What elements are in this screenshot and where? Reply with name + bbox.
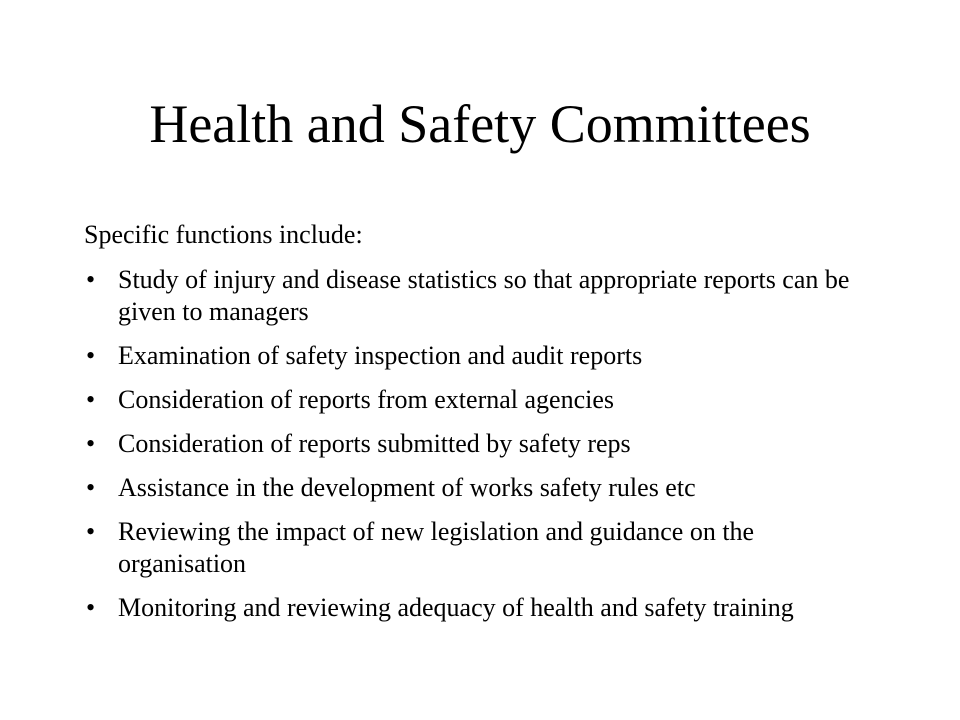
bullet-text: Consideration of reports submitted by safety reps <box>118 429 631 458</box>
bullet-dot-icon: • <box>86 473 96 502</box>
bullet-text: Assistance in the development of works safety rules etc <box>118 473 696 502</box>
bullet-dot-icon: • <box>86 429 96 458</box>
bullet-item <box>84 472 884 504</box>
bullet-item <box>84 264 884 328</box>
bullet-text: Consideration of reports from external agencies <box>118 385 614 414</box>
bullet-text: Monitoring and reviewing adequacy of health and safety training <box>118 593 794 622</box>
bullet-list <box>84 264 884 624</box>
bullet-dot-icon: • <box>86 385 96 414</box>
bullet-text: Study of injury and disease statistics so that appropriate reports can be given to managers <box>118 265 850 326</box>
bullet-text: Examination of safety inspection and audit reports <box>118 341 643 370</box>
slide-title: Health and Safety Committees <box>149 94 811 154</box>
bullet-dot-icon: • <box>86 517 96 546</box>
intro-text: Specific functions include: <box>84 220 363 249</box>
bullet-item <box>84 384 884 416</box>
bullet-dot-icon: • <box>86 341 96 370</box>
bullet-item <box>84 428 884 460</box>
bullet-text: Reviewing the impact of new legislation and guidance on the organisation <box>118 517 755 578</box>
bullet-item <box>84 516 884 580</box>
slide-content <box>84 218 884 636</box>
bullet-dot-icon: • <box>86 265 96 294</box>
bullet-dot-icon: • <box>86 593 96 622</box>
bullet-item <box>84 592 884 624</box>
bullet-item <box>84 340 884 372</box>
